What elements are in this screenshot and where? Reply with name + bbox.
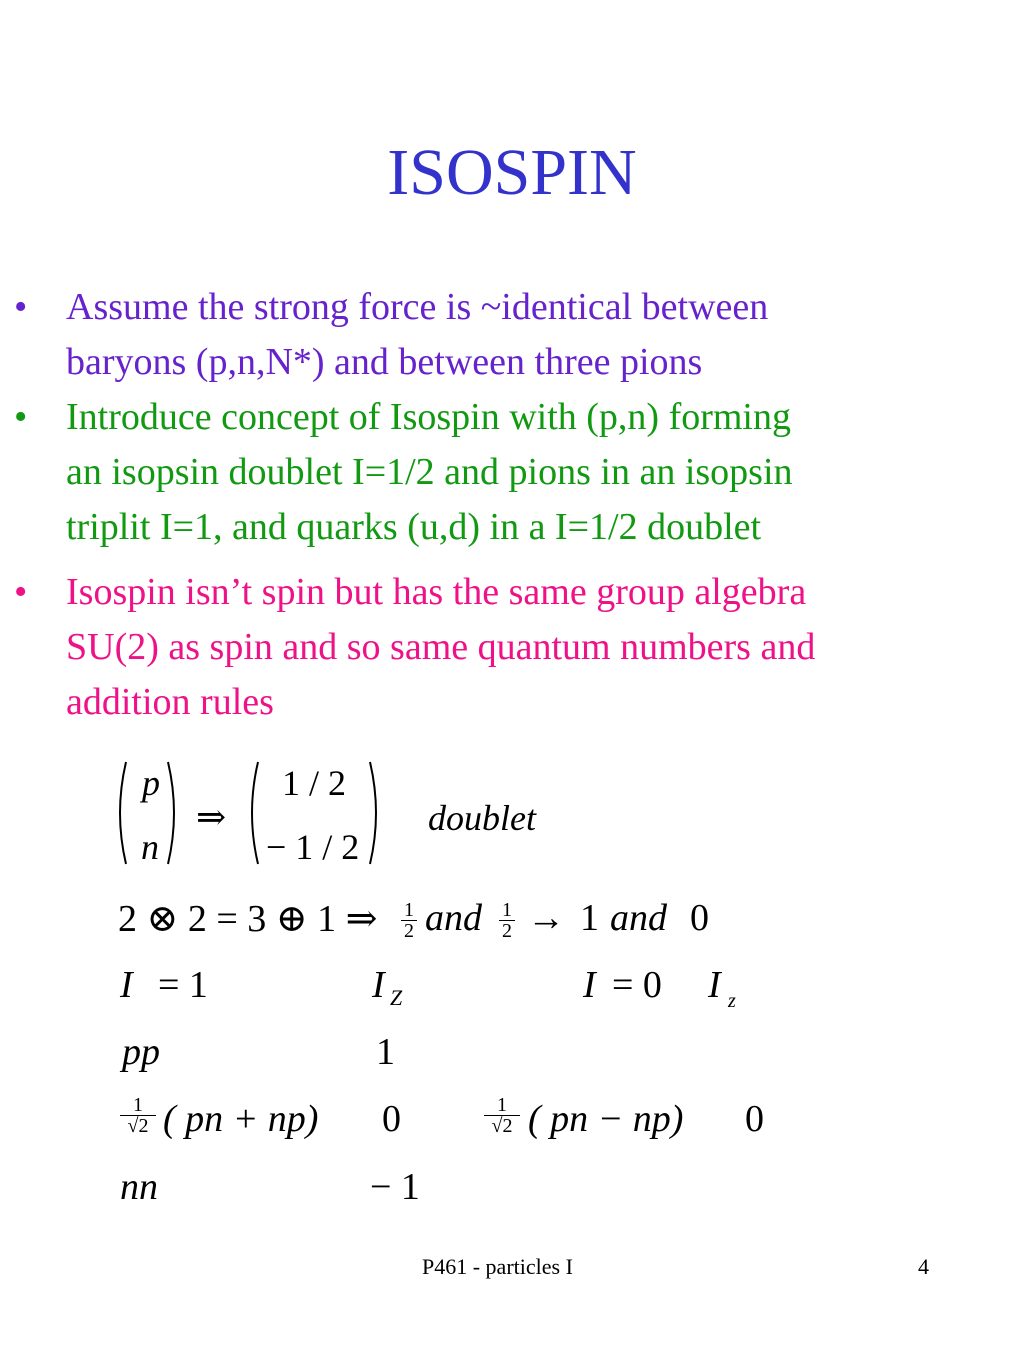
iz-nn: − 1: [370, 1166, 420, 1208]
header-Iz-singlet: I: [708, 964, 721, 1006]
bullet-marker: •: [14, 286, 28, 328]
bullet-marker: •: [14, 571, 28, 613]
header-Iz-singlet-sub: z: [728, 990, 736, 1012]
iz-pn-plus-np: 0: [382, 1098, 401, 1140]
bullet-line: baryons (p,n,N*) and between three pions: [66, 341, 703, 383]
result-one: 1: [580, 897, 599, 939]
state-pn-plus-np: ( pn + np): [163, 1098, 319, 1140]
header-eq-singlet: = 0: [612, 964, 662, 1006]
tensor-product-expression: 2 ⊗ 2 = 3 ⊕ 1 ⇒: [118, 898, 378, 940]
bullet-marker: •: [14, 396, 28, 438]
state-pn-minus-np: ( pn − np): [528, 1098, 684, 1140]
doublet-label: doublet: [428, 798, 536, 838]
state-pp: pp: [122, 1031, 160, 1073]
implies-arrow: ⇒: [196, 797, 227, 837]
bullet-text: [66, 280, 1006, 390]
doublet-p: p: [142, 763, 160, 803]
footer-page-number: 4: [918, 1254, 929, 1279]
doublet-minus-half: − 1 / 2: [266, 827, 360, 867]
iz-pp: 1: [376, 1031, 395, 1073]
bullet-line: SU(2) as spin and so same quantum numbers and: [66, 626, 816, 668]
bullet-text: [66, 565, 1006, 730]
bullet-line: Assume the strong force is ~identical between: [66, 286, 769, 328]
maps-to-arrow: →: [527, 897, 565, 939]
half-fraction-2: $\frac{1}{2}$: [499, 900, 515, 941]
and-word-1: and: [425, 897, 482, 939]
header-Iz-triplet-sub: Z: [390, 985, 403, 1010]
result-zero: 0: [690, 897, 709, 939]
bullet-line: Introduce concept of Isospin with (p,n) forming: [66, 396, 791, 438]
bullet-line: Isospin isn’t spin but has the same group algebra: [66, 571, 807, 613]
bullet-line: an isopsin doublet I=1/2 and pions in an isopsin: [66, 451, 793, 493]
state-nn: nn: [120, 1166, 158, 1208]
header-Iz-triplet: I: [372, 964, 385, 1006]
bullet-text: [66, 390, 1006, 555]
iz-pn-minus-np: 0: [745, 1098, 764, 1140]
header-eq-triplet: = 1: [158, 964, 208, 1006]
doublet-plus-half: 1 / 2: [282, 763, 347, 803]
coef-triplet: $\frac{1}{√2}$: [120, 1095, 156, 1136]
and-word-2: and: [610, 897, 667, 939]
header-I-singlet: I: [583, 964, 596, 1006]
coef-singlet: $\frac{1}{√2}$: [484, 1095, 520, 1136]
bullet-line: addition rules: [66, 681, 274, 723]
bullet-line: triplit I=1, and quarks (u,d) in a I=1/2 doublet: [66, 506, 762, 548]
doublet-n: n: [141, 827, 159, 867]
half-fraction-1: $\frac{1}{2}$: [401, 900, 417, 941]
footer-course: P461 - particles I: [422, 1254, 573, 1279]
page-title: ISOSPIN: [387, 136, 637, 209]
header-I-triplet: I: [120, 964, 133, 1006]
